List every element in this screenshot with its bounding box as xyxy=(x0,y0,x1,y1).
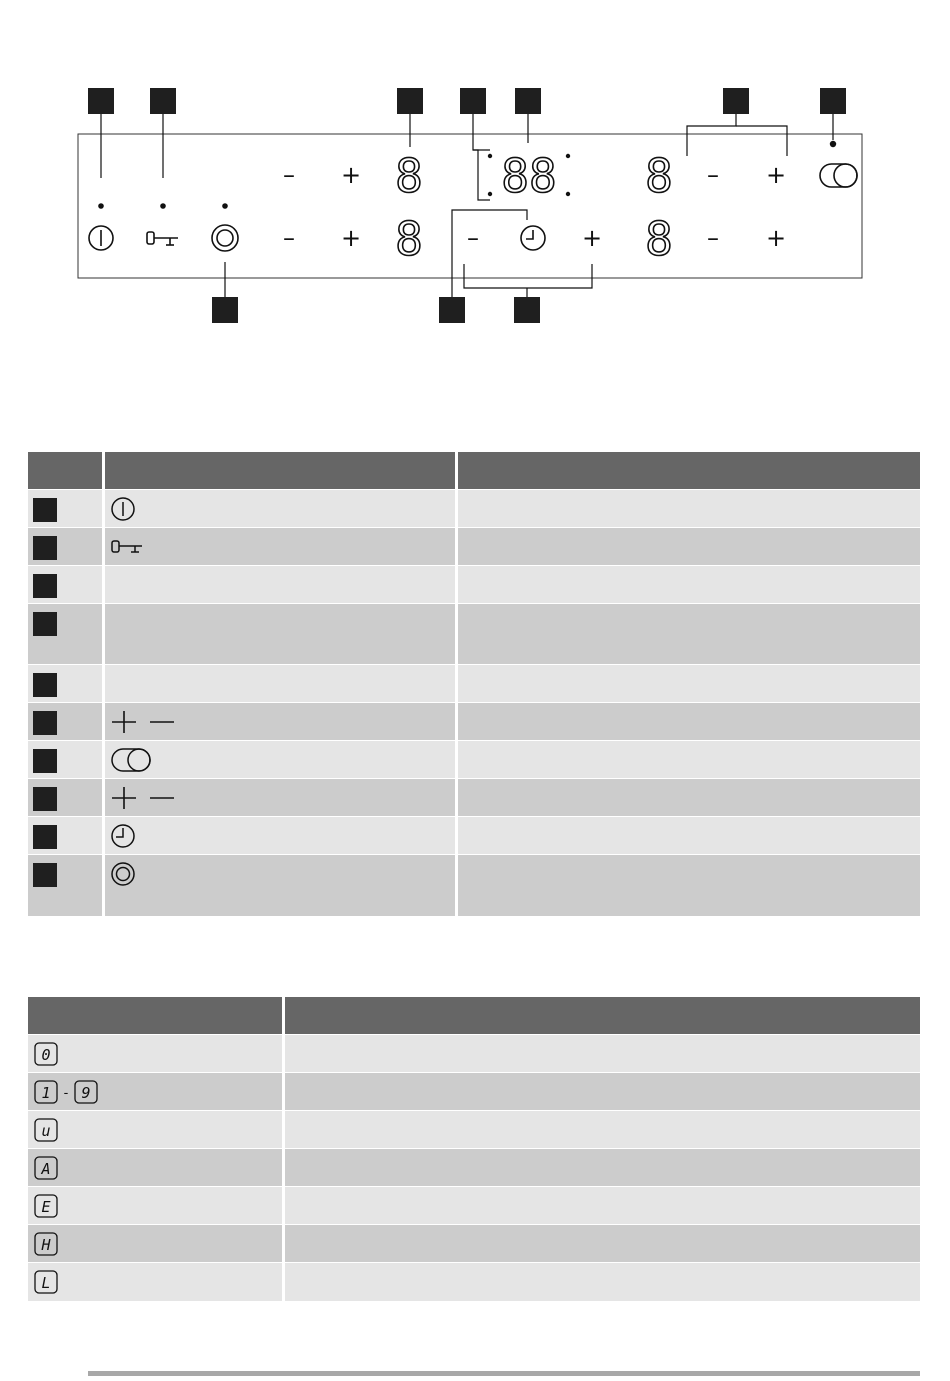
row-function xyxy=(103,604,456,665)
row-marker xyxy=(33,498,57,522)
marker-top-4 xyxy=(460,88,486,114)
zone-left-top-plus[interactable]: + xyxy=(340,161,362,189)
top-markers xyxy=(88,88,846,114)
zone-left-top-minus[interactable]: – xyxy=(283,161,295,189)
table-row xyxy=(28,665,920,703)
row-comment xyxy=(456,490,920,528)
row-comment xyxy=(456,855,920,916)
power-display-right-top: 8 xyxy=(645,149,673,203)
row-comment xyxy=(456,604,920,665)
marker-top-3 xyxy=(397,88,423,114)
row-marker xyxy=(33,711,57,735)
table-row xyxy=(28,1035,920,1073)
marker-bottom-2 xyxy=(439,297,465,323)
row-description xyxy=(283,1187,920,1225)
table-row xyxy=(28,855,920,916)
glyph-text: 0 xyxy=(41,1046,51,1064)
power-display-left-bottom: 8 xyxy=(395,212,423,266)
table-header xyxy=(28,452,920,490)
table-row xyxy=(28,566,920,604)
row-marker xyxy=(33,749,57,773)
column-header-display xyxy=(28,997,283,1035)
bottom-markers xyxy=(212,297,540,323)
row-marker xyxy=(33,536,57,560)
table-row xyxy=(28,1187,920,1225)
marker-bottom-3 xyxy=(514,297,540,323)
display-glyph-e xyxy=(33,1193,63,1219)
glyph-text: H xyxy=(41,1236,51,1254)
table-row xyxy=(28,1263,920,1301)
range-separator: - xyxy=(63,1086,69,1101)
row-comment xyxy=(456,566,920,604)
table-row xyxy=(28,1149,920,1187)
row-marker xyxy=(33,612,57,636)
plus-minus-icon xyxy=(110,709,180,735)
row-description xyxy=(283,1149,920,1187)
display-glyph-0 xyxy=(33,1041,63,1067)
row-comment xyxy=(456,779,920,817)
clock-icon xyxy=(110,823,140,849)
table-header xyxy=(28,997,920,1035)
row-description xyxy=(283,1035,920,1073)
marker-top-1 xyxy=(88,88,114,114)
row-comment xyxy=(456,741,920,779)
display-glyph-a xyxy=(33,1155,63,1181)
glyph-text: 9 xyxy=(81,1084,91,1102)
marker-top-2 xyxy=(150,88,176,114)
row-marker xyxy=(33,574,57,598)
control-panel-diagram xyxy=(0,0,950,340)
row-description xyxy=(283,1111,920,1149)
zone-right-top-plus[interactable]: + xyxy=(765,161,787,189)
table-row xyxy=(28,1225,920,1263)
table-row xyxy=(28,1111,920,1149)
row-comment xyxy=(456,665,920,703)
zone-left-bottom-plus[interactable]: + xyxy=(340,224,362,252)
row-function xyxy=(103,665,456,703)
row-comment xyxy=(456,528,920,566)
zone-left-bottom-minus[interactable]: – xyxy=(283,224,295,252)
glyph-text: E xyxy=(41,1198,51,1216)
row-function xyxy=(103,566,456,604)
marker-top-6 xyxy=(723,88,749,114)
table-row xyxy=(28,741,920,779)
row-marker xyxy=(33,787,57,811)
glyph-text: u xyxy=(41,1122,51,1140)
table-row xyxy=(28,528,920,566)
row-description xyxy=(283,1225,920,1263)
footer-rule xyxy=(88,1371,920,1376)
column-header-number xyxy=(28,452,103,490)
glyph-text: 1 xyxy=(41,1084,51,1102)
table-row xyxy=(28,703,920,741)
table-row xyxy=(28,490,920,528)
display-glyph-l xyxy=(33,1269,63,1295)
display-indications-table xyxy=(28,997,920,1301)
column-header-description xyxy=(283,997,920,1035)
stopgo-icon xyxy=(110,861,140,887)
row-comment xyxy=(456,703,920,741)
row-marker xyxy=(33,673,57,697)
bridge-icon xyxy=(110,747,154,773)
power-display-right-bottom: 8 xyxy=(645,212,673,266)
timer-minus[interactable]: – xyxy=(467,224,479,252)
glyph-text: L xyxy=(41,1274,51,1292)
marker-bottom-1 xyxy=(212,297,238,323)
power-icon xyxy=(110,496,140,522)
zone-right-bottom-plus[interactable]: + xyxy=(765,224,787,252)
sensor-fields-table xyxy=(28,452,920,916)
column-header-sensor xyxy=(103,452,456,490)
plus-minus-icon xyxy=(110,785,180,811)
marker-top-7 xyxy=(820,88,846,114)
display-glyph-u xyxy=(33,1117,63,1143)
table-row xyxy=(28,1073,920,1111)
row-marker xyxy=(33,863,57,887)
zone-right-bottom-minus[interactable]: – xyxy=(707,224,719,252)
display-glyph-range xyxy=(33,1079,107,1105)
column-header-function xyxy=(456,452,920,490)
control-panel-outline xyxy=(78,134,862,278)
row-comment xyxy=(456,817,920,855)
glyph-text: A xyxy=(41,1160,51,1178)
marker-top-5 xyxy=(515,88,541,114)
zone-right-top-minus[interactable]: – xyxy=(707,161,719,189)
table-row xyxy=(28,817,920,855)
row-description xyxy=(283,1073,920,1111)
display-glyph-h xyxy=(33,1231,63,1257)
table-row xyxy=(28,604,920,665)
key-lock-icon xyxy=(110,534,150,560)
power-display-left-top: 8 xyxy=(395,149,423,203)
timer-plus[interactable]: + xyxy=(581,224,603,252)
timer-display: 88 xyxy=(501,149,557,203)
row-description xyxy=(283,1263,920,1301)
table-row xyxy=(28,779,920,817)
row-marker xyxy=(33,825,57,849)
